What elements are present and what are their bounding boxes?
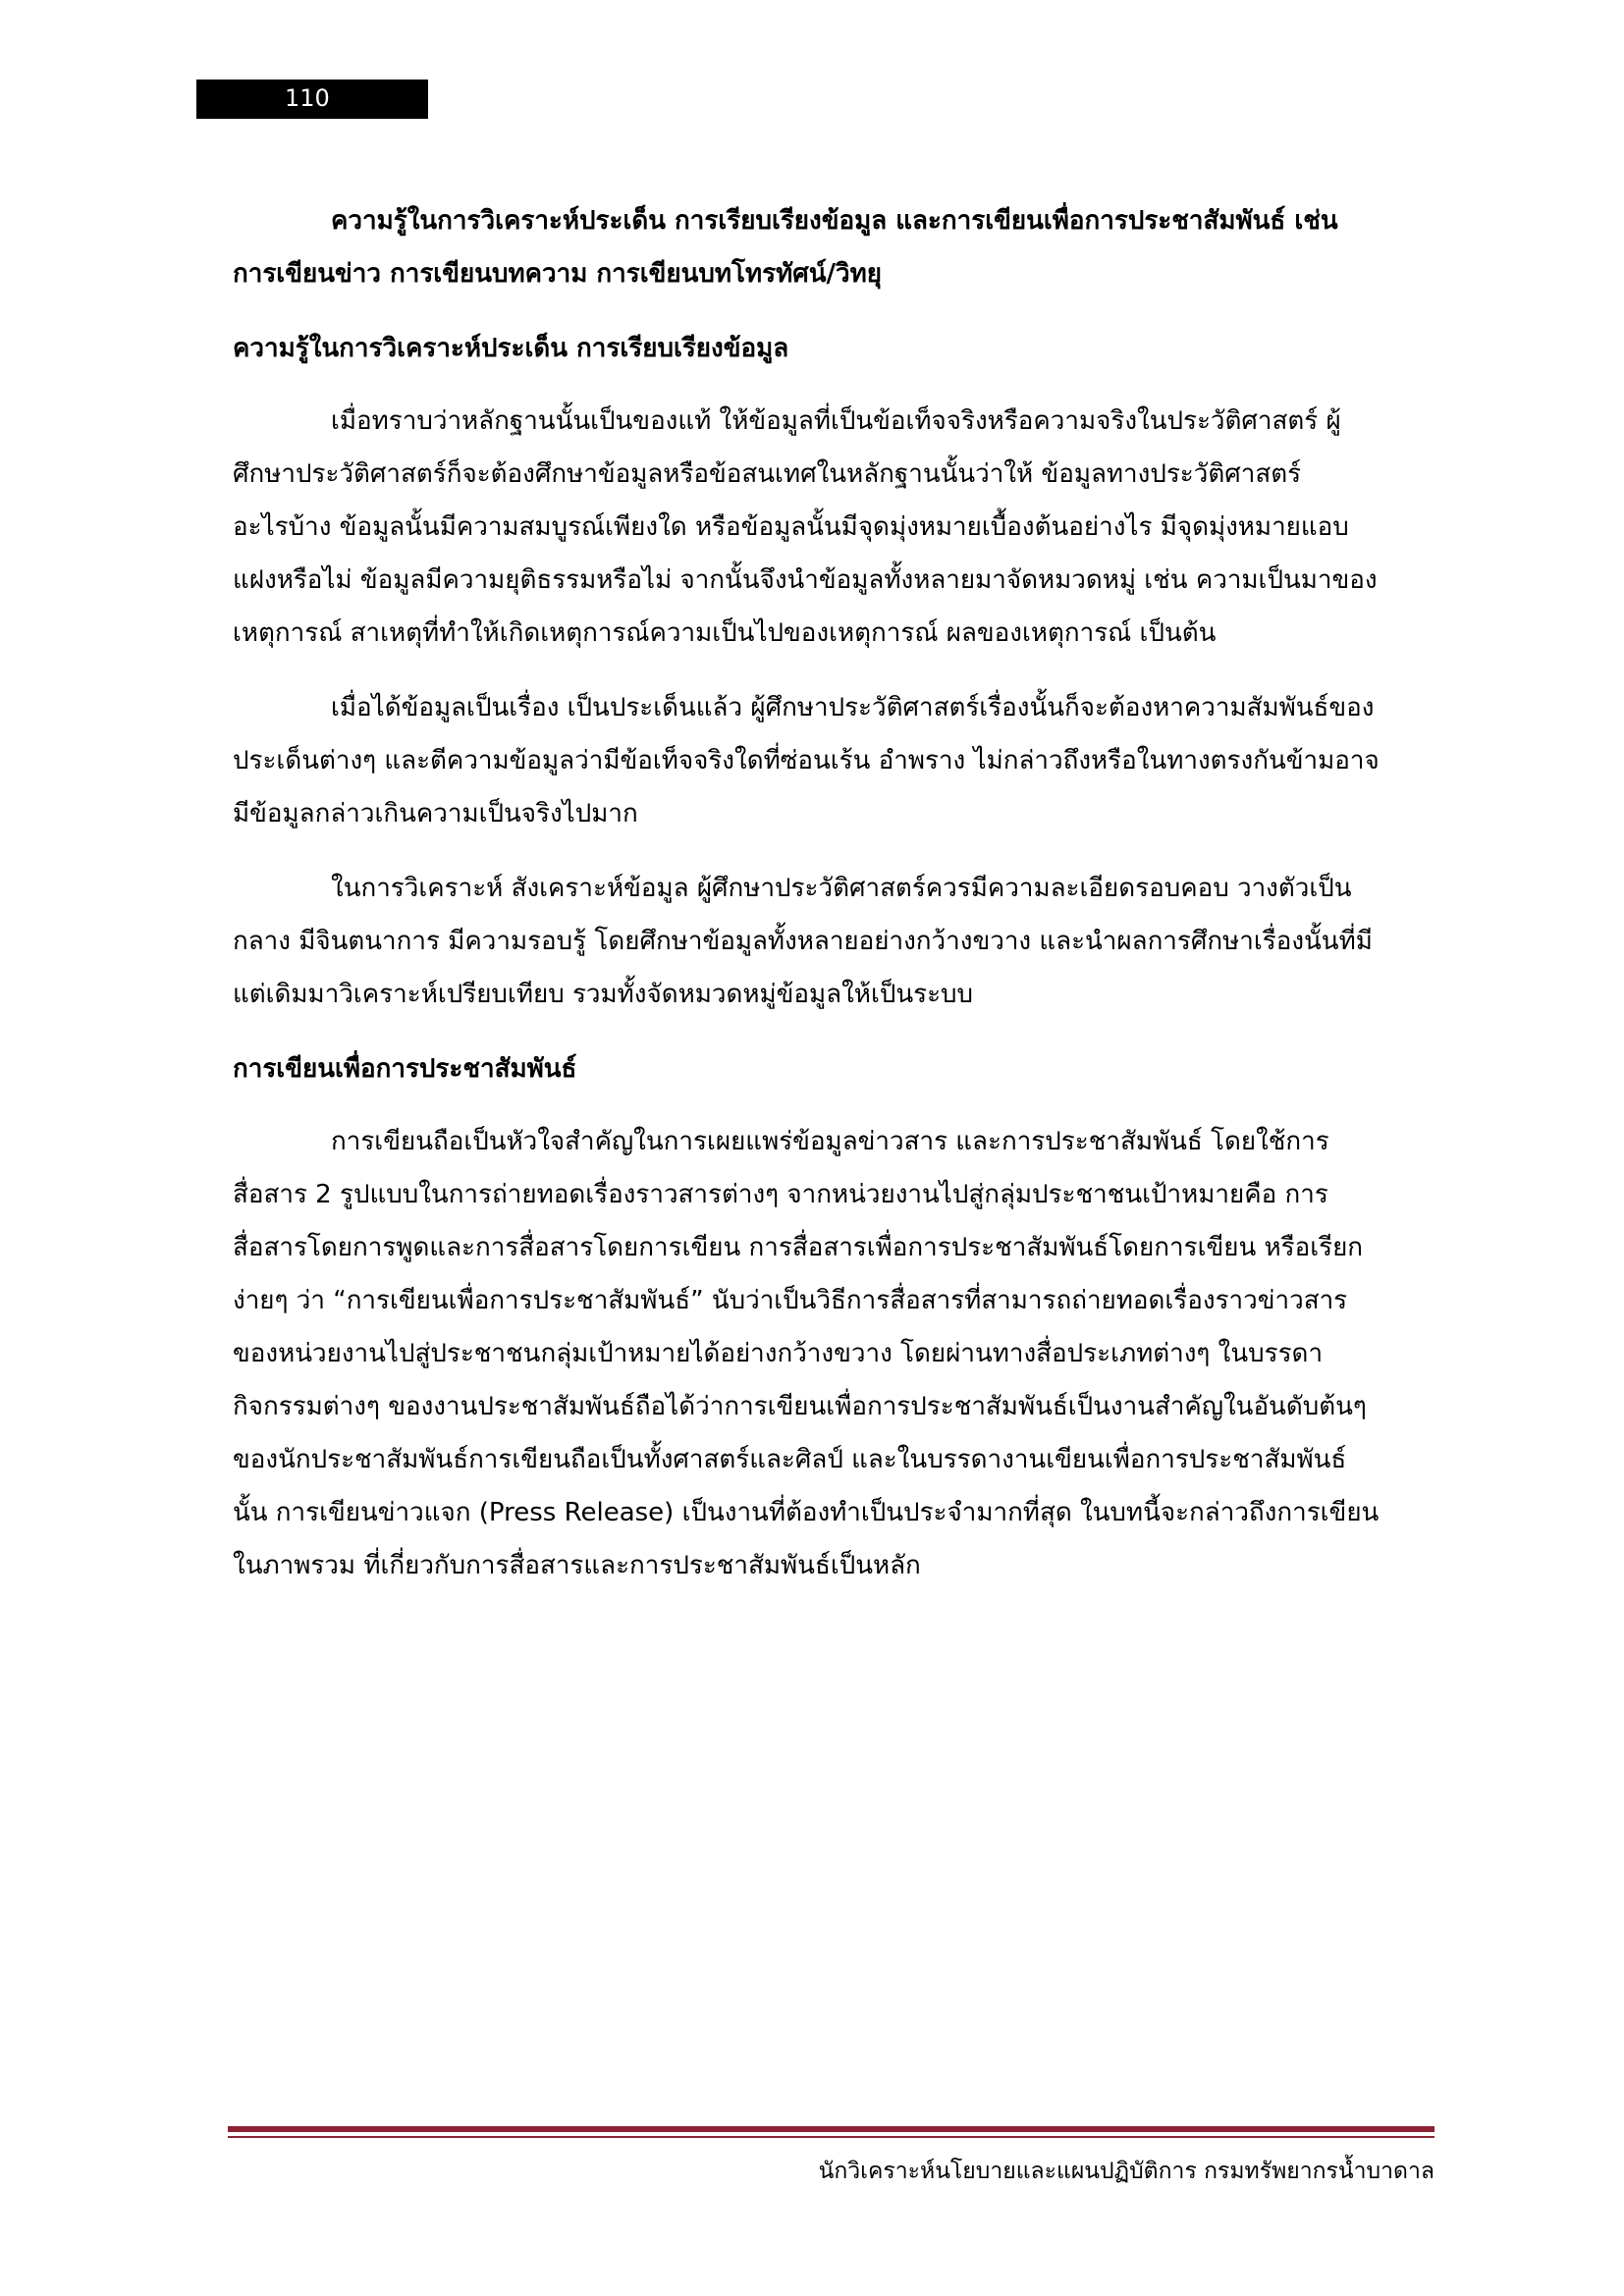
paragraph-line: เมื่อทราบว่าหลักฐานนั้นเป็นของแท้ ให้ข้อมูลที่เป็นข้อเท็จจริงหรือความจริงในประวัติศาสตร์ ผู้ <box>331 406 1341 436</box>
page-content <box>233 194 1431 1614</box>
paragraph-line: ประเด็นต่างๆ และตีความข้อมูลว่ามีข้อเท็จจริงใดที่ซ่อนเร้น อำพราง ไม่กล่าวถึงหรือในทางตรงกันข้ามอาจ <box>233 746 1380 775</box>
page-title-line: การเขียนข่าว การเขียนบทความ การเขียนบทโทรทัศน์/วิทยุ <box>233 259 882 289</box>
page-title <box>233 194 1431 300</box>
paragraph-line: กิจกรรมต่างๆ ของงานประชาสัมพันธ์ถือได้ว่าการเขียนเพื่อการประชาสัมพันธ์เป็นงานสำคัญในอันดับต้นๆ <box>233 1392 1367 1421</box>
paragraph-line: ในภาพรวม ที่เกี่ยวกับการสื่อสารและการประชาสัมพันธ์เป็นหลัก <box>233 1551 921 1580</box>
footer-divider-thin <box>228 2136 1435 2138</box>
paragraph <box>233 681 1431 840</box>
paragraph-line: กลาง มีจินตนาการ มีความรอบรู้ โดยศึกษาข้อมูลทั้งหลายอย่างกว้างขวาง และนำผลการศึกษาเรื่องนั้นที่มี <box>233 927 1373 956</box>
paragraph-line: เหตุการณ์ สาเหตุที่ทำให้เกิดเหตุการณ์ความเป็นไปของเหตุการณ์ ผลของเหตุการณ์ เป็นต้น <box>233 618 1217 648</box>
paragraph-line: เมื่อได้ข้อมูลเป็นเรื่อง เป็นประเด็นแล้ว ผู้ศึกษาประวัติศาสตร์เรื่องนั้นก็จะต้องหาความสัมพันธ์ของ <box>331 693 1375 722</box>
paragraph-line: สื่อสารโดยการพูดและการสื่อสารโดยการเขียน การสื่อสารเพื่อการประชาสัมพันธ์โดยการเขียน หรือเรียก <box>233 1233 1364 1262</box>
paragraph-line: อะไรบ้าง ข้อมูลนั้นมีความสมบูรณ์เพียงใด หรือข้อมูลนั้นมีจุดมุ่งหมายเบื้องต้นอย่างไร มีจุดมุ่งหมายแอบ <box>233 512 1349 542</box>
paragraph-line: ศึกษาประวัติศาสตร์ก็จะต้องศึกษาข้อมูลหรือข้อสนเทศในหลักฐานนั้นว่าให้ ข้อมูลทางประวัติศาสตร์ <box>233 459 1302 489</box>
page-number-box <box>196 80 428 119</box>
section-heading-pr-writing: การเขียนเพื่อการประชาสัมพันธ์ <box>233 1054 577 1084</box>
paragraph <box>233 395 1431 660</box>
paragraph-line: ง่ายๆ ว่า “การเขียนเพื่อการประชาสัมพันธ์” นับว่าเป็นวิธีการสื่อสารที่สามารถถ่ายทอดเรื่องราวข่าวสาร <box>233 1286 1348 1315</box>
section-heading-analysis: ความรู้ในการวิเคราะห์ประเด็น การเรียบเรียงข้อมูล <box>233 334 789 363</box>
paragraph-line: แต่เดิมมาวิเคราะห์เปรียบเทียบ รวมทั้งจัดหมวดหมู่ข้อมูลให้เป็นระบบ <box>233 980 974 1009</box>
footer-divider <box>228 2126 1435 2132</box>
page-number: 110 <box>285 84 330 112</box>
paragraph-line: ของนักประชาสัมพันธ์การเขียนถือเป็นทั้งศาสตร์และศิลป์ และในบรรดางานเขียนเพื่อการประชาสัมพันธ์ <box>233 1445 1347 1474</box>
paragraph-line: มีข้อมูลกล่าวเกินความเป็นจริงไปมาก <box>233 799 638 828</box>
paragraph <box>233 862 1431 1021</box>
paragraph <box>233 1115 1431 1592</box>
paragraph-line: ของหน่วยงานไปสู่ประชาชนกลุ่มเป้าหมายได้อย่างกว้างขวาง โดยผ่านทางสื่อประเภทต่างๆ ในบรรดา <box>233 1339 1324 1368</box>
paragraph-line: แฝงหรือไม่ ข้อมูลมีความยุติธรรมหรือไม่ จากนั้นจึงนำข้อมูลทั้งหลายมาจัดหมวดหมู่ เช่น ความเป็นมาของ <box>233 565 1378 595</box>
paragraph-line: นั้น การเขียนข่าวแจก (Press Release) เป็นงานที่ต้องทำเป็นประจำมากที่สุด ในบทนี้จะกล่าวถึงการเขียน <box>233 1498 1380 1527</box>
paragraph-line: การเขียนถือเป็นหัวใจสำคัญในการเผยแพร่ข้อมูลข่าวสาร และการประชาสัมพันธ์ โดยใช้การ <box>331 1127 1329 1156</box>
footer-department: นักวิเคราะห์นโยบายและแผนปฏิบัติการ กรมทรัพยากรน้ำบาดาล <box>818 2159 1435 2184</box>
paragraph-line: สื่อสาร 2 รูปแบบในการถ่ายทอดเรื่องราวสารต่างๆ จากหน่วยงานไปสู่กลุ่มประชาชนเป้าหมายคือ การ <box>233 1180 1328 1209</box>
paragraph-line: ในการวิเคราะห์ สังเคราะห์ข้อมูล ผู้ศึกษาประวัติศาสตร์ควรมีความละเอียดรอบคอบ วางตัวเป็น <box>331 874 1352 903</box>
page-title-line: ความรู้ในการวิเคราะห์ประเด็น การเรียบเรียงข้อมูล และการเขียนเพื่อการประชาสัมพันธ์ เช่น <box>331 206 1338 236</box>
